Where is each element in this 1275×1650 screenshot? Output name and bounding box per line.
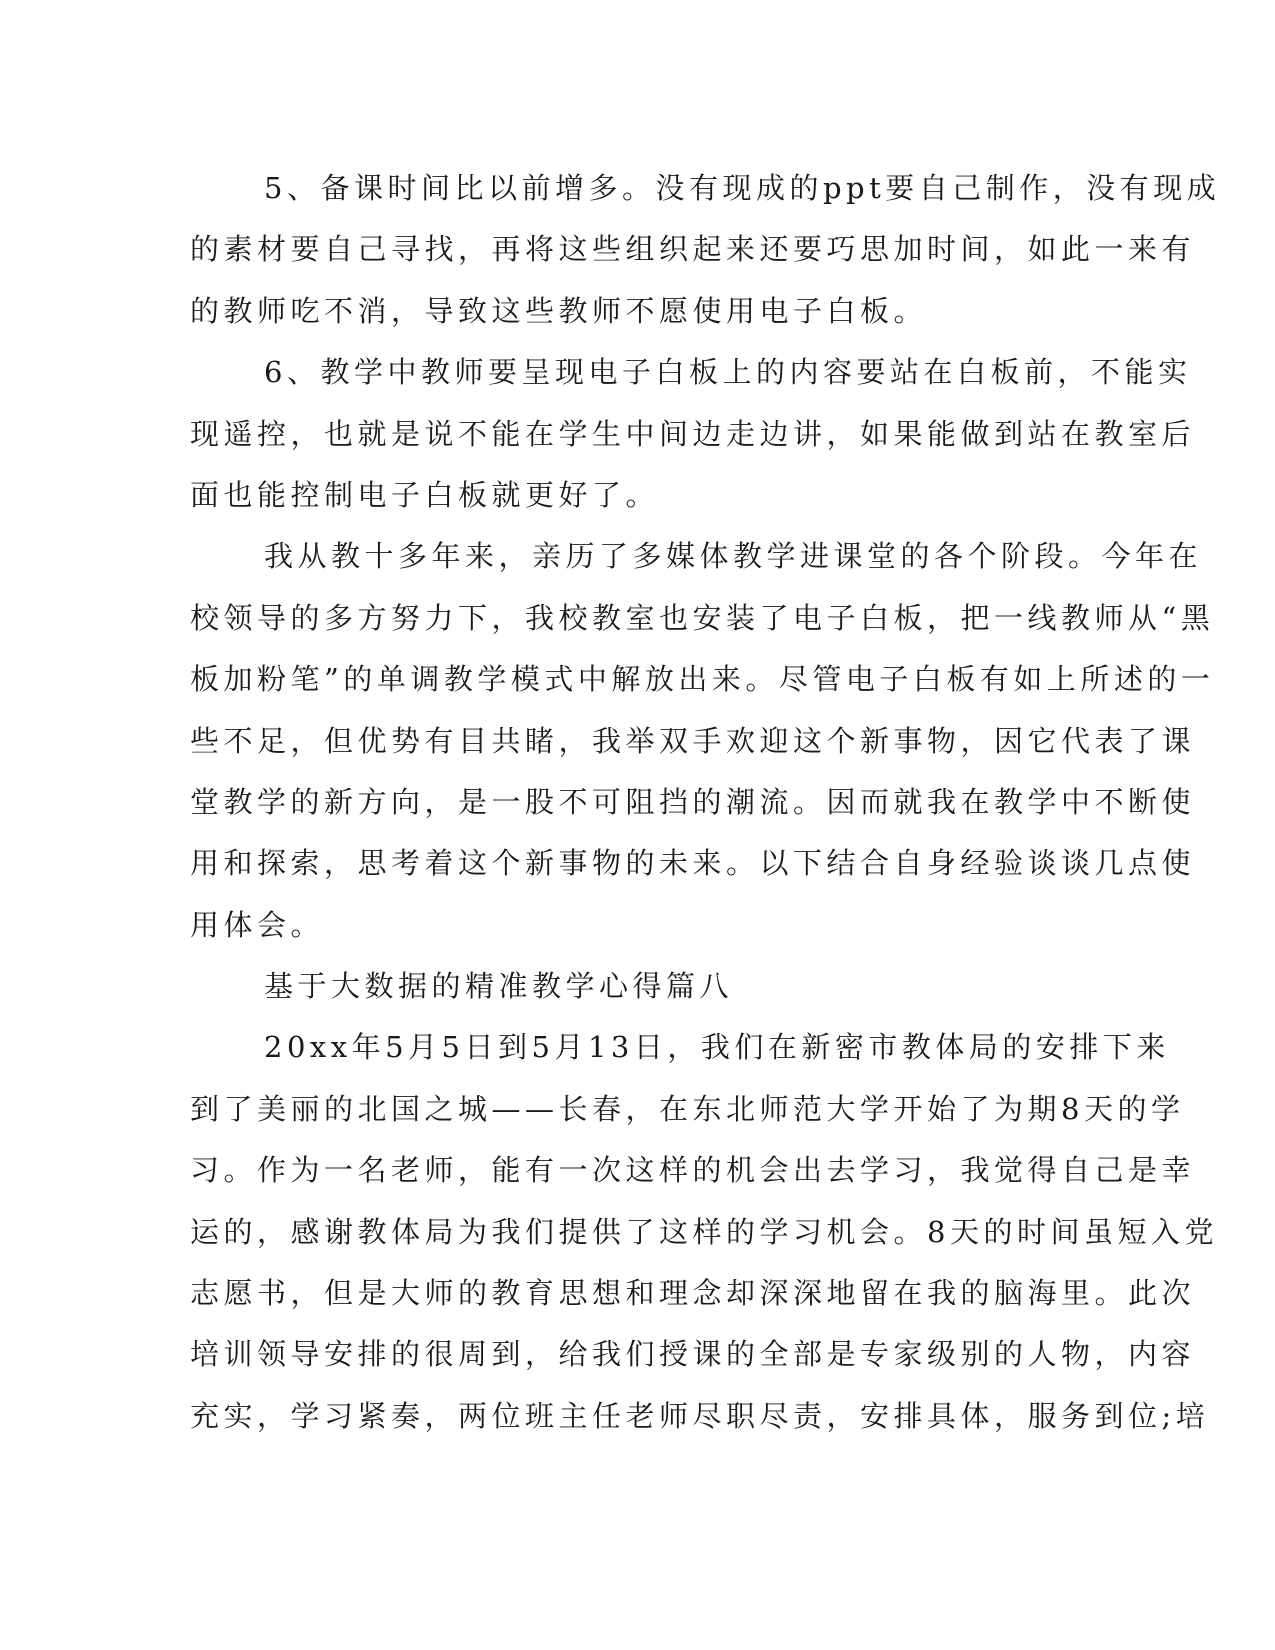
text-line: 我从教十多年来，亲历了多媒体教学进课堂的各个阶段。今年在: [264, 539, 1203, 574]
text-line: 用和探索，思考着这个新事物的未来。以下结合自身经验谈谈几点使: [190, 846, 1196, 881]
text-line: 20xx年5月5日到5月13日，我们在新密市教体局的安排下来: [264, 1030, 1170, 1065]
section-heading: 基于大数据的精准教学心得篇八: [264, 969, 734, 1004]
text-line: 6、教学中教师要呈现电子白板上的内容要站在白板前，不能实: [264, 355, 1192, 390]
document-body: [190, 158, 1221, 1447]
text-line: 用体会。: [190, 907, 325, 942]
text-line: 志愿书，但是大师的教育思想和理念却深深地留在我的脑海里。此次: [190, 1276, 1196, 1311]
text-line: 堂教学的新方向，是一股不可阻挡的潮流。因而就我在教学中不断使: [190, 784, 1196, 819]
text-line: 运的，感谢教体局为我们提供了这样的学习机会。8天的时间虽短入党: [190, 1214, 1218, 1249]
text-line: 的教师吃不消，导致这些教师不愿使用电子白板。: [190, 293, 928, 328]
text-line: 5、备课时间比以前增多。没有现成的ppt要自己制作，没有现成: [264, 171, 1221, 205]
text-line: 面也能控制电子白板就更好了。: [190, 477, 660, 512]
text-line: 培训领导安排的很周到，给我们授课的全部是专家级别的人物，内容: [190, 1337, 1196, 1372]
text-line: 校领导的多方努力下，我校教室也安装了电子白板，把一线教师从“黑: [190, 600, 1215, 635]
text-line: 板加粉笔”的单调教学模式中解放出来。尽管电子白板有如上所述的一: [190, 662, 1215, 697]
text-line: 的素材要自己寻找，再将这些组织起来还要巧思加时间，如此一来有: [190, 232, 1196, 267]
text-line: 习。作为一名老师，能有一次这样的机会出去学习，我觉得自己是幸: [190, 1153, 1196, 1188]
text-line: 些不足，但优势有目共睹，我举双手欢迎这个新事物，因它代表了课: [190, 723, 1196, 758]
text-line: 到了美丽的北国之城——长春，在东北师范大学开始了为期8天的学: [190, 1091, 1185, 1126]
text-line: 充实，学习紧奏，两位班主任老师尽职尽责，安排具体，服务到位;培: [190, 1398, 1210, 1433]
text-line: 现遥控，也就是说不能在学生中间边走边讲，如果能做到站在教室后: [190, 416, 1196, 451]
